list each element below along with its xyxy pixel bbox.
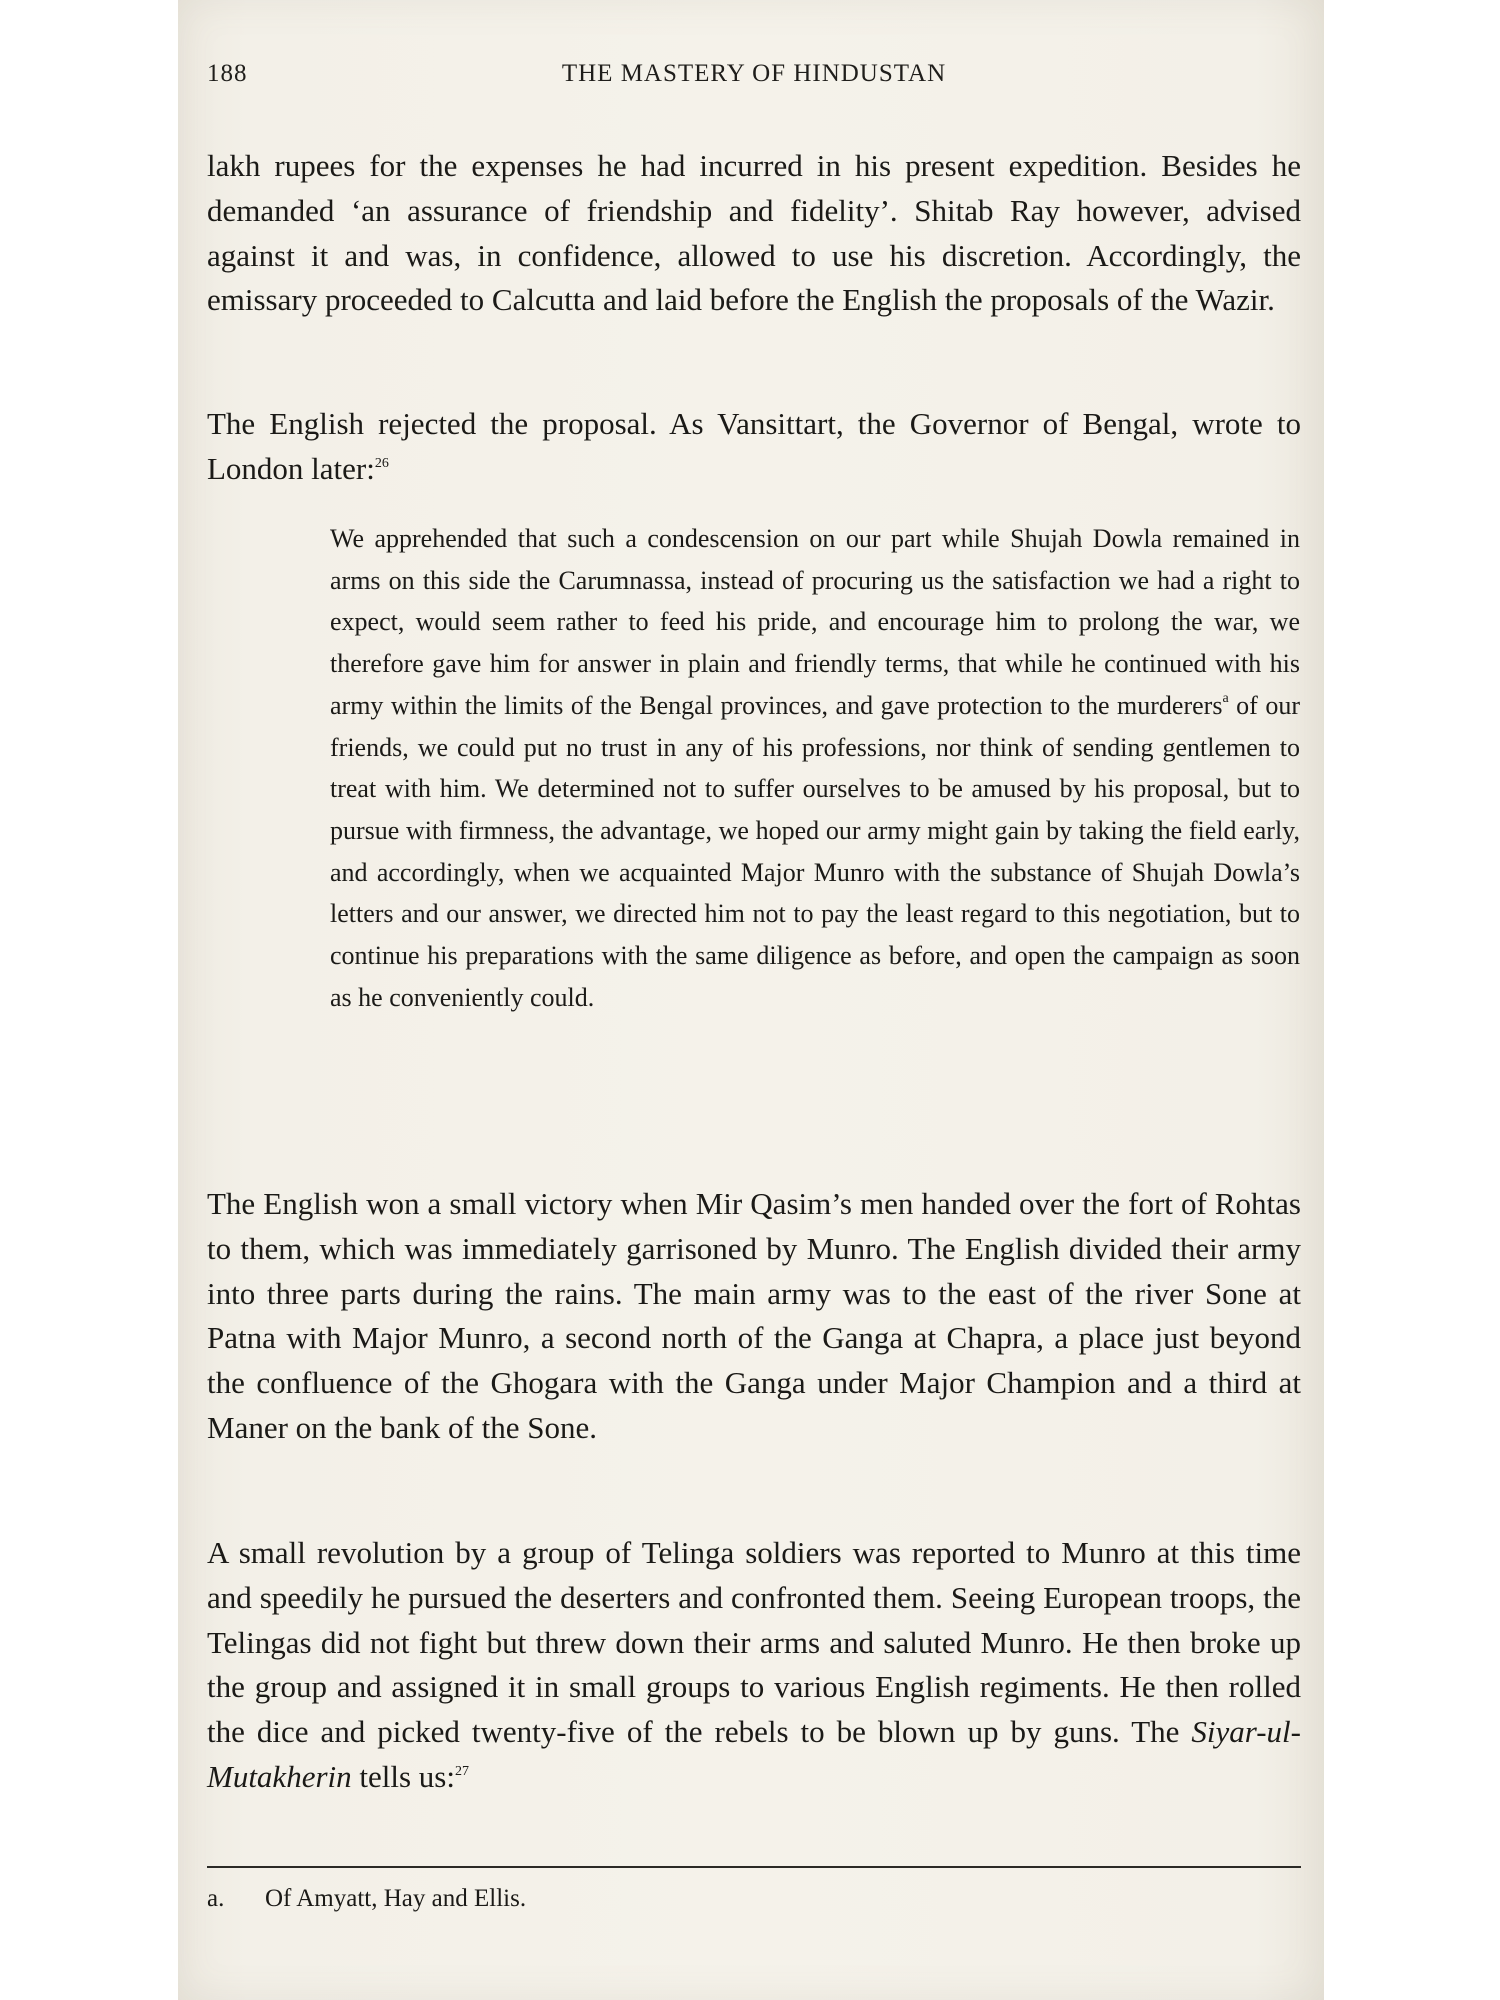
endnote-ref-27: 27 (454, 1763, 469, 1779)
running-header (207, 60, 1301, 96)
endnote-ref-26: 26 (374, 455, 389, 471)
block-quote (330, 518, 1300, 1018)
paragraph-3: The English won a small victory when Mir Qasim’s men handed over the fort of Rohtas to them, which was immediately garrisoned by Munro. The English divided their army into three parts during the rains. The main army was to the east of the river Sone at Patna with Major Munro, a second north of the Ganga at Chapra, a place just beyond the confluence of the Ghogara with the Ganga under Major Champion and a third at Maner on the bank of the Sone. (207, 1186, 1301, 1445)
paragraph-2-text: The English rejected the proposal. As Vansittart, the Governor of Bengal, wrote to London later: (207, 406, 1301, 486)
quote-text-2: of our friends, we could put no trust in any of his professions, nor think of sending gentlemen to treat with him. We determined not to suffer ourselves to be amused by his proposal, but to pursue with firmness, the advantage, we hoped our army might gain by taking the field early, and accordingly, when we acquainted Major Munro with the substance of Shujah Dowla’s letters and our answer, we directed him not to pay the least regard to this negotiation, but to continue his preparations with the same diligence as before, and open the campaign as soon as he conveniently could. (330, 690, 1300, 1012)
paragraph-4-tail: tells us: (351, 1758, 455, 1794)
paragraph-4-text: A small revolution by a group of Telinga soldiers was reported to Munro at this time and speedily he pursued the deserters and confronted them. Seeing European troops, the Telingas did not fight but threw down their arms and saluted Munro. He then broke up the group and assigned it in small groups to various English regiments. He then rolled the dice and picked twenty-five of the rebels to be blown up by guns. The (207, 1535, 1301, 1750)
footnote-marker: a. (207, 1885, 225, 1912)
footnote (207, 1885, 526, 1913)
book-title-italic: Siyar-ul-Mutakherin (207, 1714, 1301, 1794)
footnote-text: Of Amyatt, Hay and Ellis. (265, 1885, 527, 1912)
quote-text-1: We apprehended that such a condescension on our part while Shujah Dowla remained in arms on this side the Carumnassa, instead of procuring us the satisfaction we had a right to expect, would seem rather to feed his pride, and encourage him to prolong the war, we therefore gave him for answer in plain and friendly terms, that while he continued with his army within the limits of the Bengal provinces, and gave protection to the murderers (330, 524, 1300, 720)
page-number: 188 (207, 60, 248, 87)
running-title: THE MASTERY OF HINDUSTAN (561, 60, 947, 87)
footnote-ref-a: a (1222, 690, 1229, 706)
footnote-divider (207, 1866, 1301, 1868)
paragraph-2 (207, 402, 1301, 492)
paragraph-1: lakh rupees for the expenses he had incurred in his present expedition. Besides he demanded ‘an assurance of friendship and fidelity’. Shitab Ray however, advised against it and was, in confidence, allowed to use his discretion. Accordingly, the emissary proceeded to Calcutta and laid before the English the proposals of the Wazir. (207, 148, 1301, 318)
paragraph-4 (207, 1531, 1301, 1800)
